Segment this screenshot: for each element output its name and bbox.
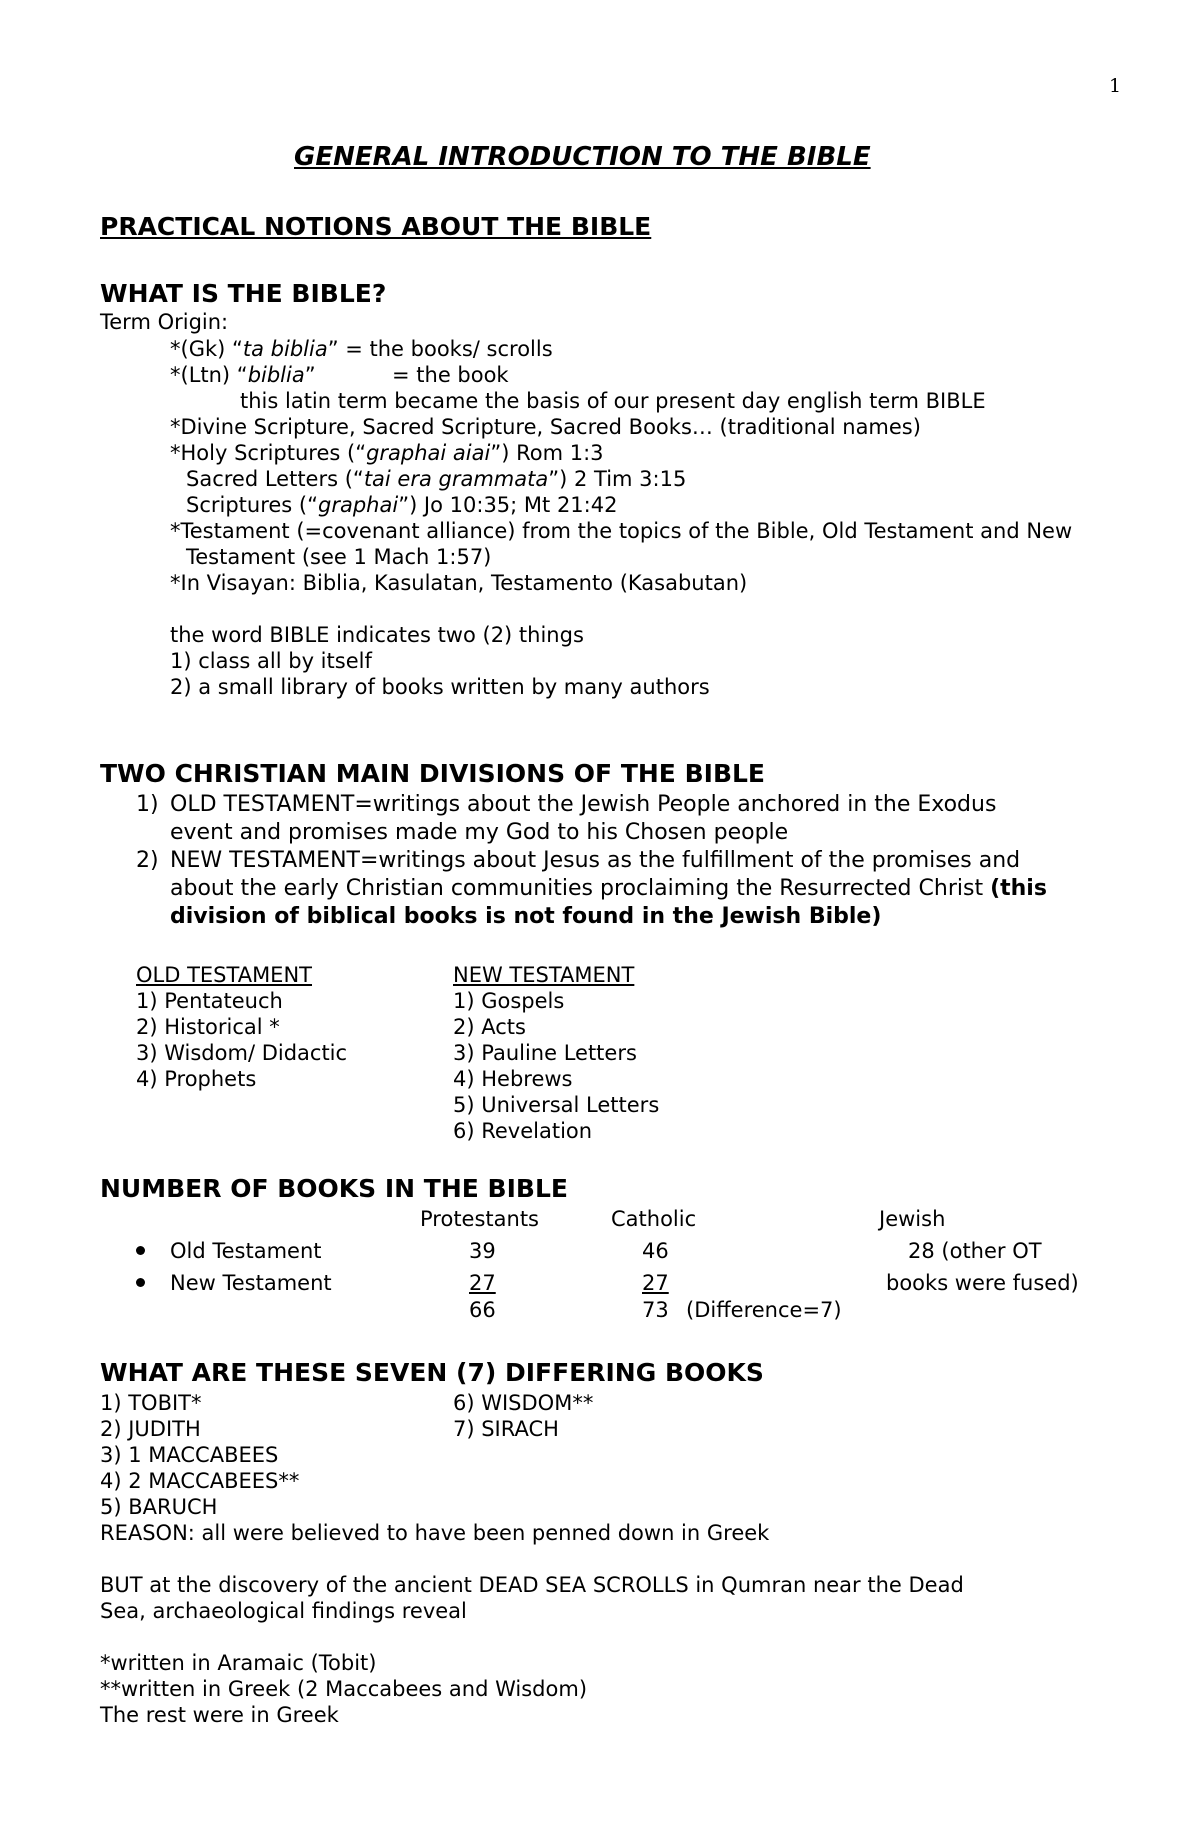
nt-division-number: 2) <box>136 848 159 873</box>
note-greek: **written in Greek (2 Maccabees and Wisdom) <box>100 1677 588 1701</box>
differing-heading: WHAT ARE THESE SEVEN (7) DIFFERING BOOKS <box>100 1358 764 1387</box>
nt-division-line-3: division of biblical books is not found in the Jewish Bible) <box>170 904 882 929</box>
visayan-line: *In Visayan: Biblia, Kasulatan, Testamento (Kasabutan) <box>170 571 748 595</box>
ot-list-item: 4) Prophets <box>136 1067 257 1091</box>
ot-list-item: 3) Wisdom/ Didactic <box>136 1041 348 1065</box>
nt-catholic-count: 27 <box>642 1271 669 1295</box>
sacred-letters-line: Sacred Letters (“tai era grammata”) 2 Tim 3:15 <box>186 467 687 491</box>
ot-protestant-count: 39 <box>469 1239 496 1263</box>
nt-division-line-2: about the early Christian communities proclaiming the Resurrected Christ (this <box>170 876 1047 901</box>
ot-list-header: OLD TESTAMENT <box>136 963 312 987</box>
nt-list-item: 4) Hebrews <box>453 1067 573 1091</box>
scriptures-line: Scriptures (“graphai”) Jo 10:35; Mt 21:42 <box>186 493 618 517</box>
greek-term-line: *(Gk) “ta biblia” = the books/ scrolls <box>170 337 553 361</box>
differing-book: 6) WISDOM** <box>453 1391 594 1415</box>
nt-list-item: 5) Universal Letters <box>453 1093 660 1117</box>
thing-1: 1) class all by itself <box>170 649 372 673</box>
differing-book: 5) BARUCH <box>100 1495 218 1519</box>
holy-scriptures-line: *Holy Scriptures (“graphai aiai”) Rom 1:3 <box>170 441 604 465</box>
ot-list-item: 2) Historical * <box>136 1015 280 1039</box>
nt-list-item: 6) Revelation <box>453 1119 593 1143</box>
total-catholic: 73 <box>642 1298 669 1322</box>
column-header-protestants: Protestants <box>420 1207 539 1231</box>
differing-book: 3) 1 MACCABEES <box>100 1443 279 1467</box>
differing-book: 1) TOBIT* <box>100 1391 202 1415</box>
column-header-jewish: Jewish <box>879 1207 946 1231</box>
testament-line-1: *Testament (=covenant alliance) from the topics of the Bible, Old Testament and New <box>170 519 1073 543</box>
indicates-line: the word BIBLE indicates two (2) things <box>170 623 584 647</box>
row-label-old-testament: Old Testament <box>170 1239 322 1263</box>
nt-list-item: 1) Gospels <box>453 989 565 1013</box>
reason-line: REASON: all were believed to have been penned down in Greek <box>100 1521 770 1545</box>
ot-division-line-1: OLD TESTAMENT=writings about the Jewish People anchored in the Exodus <box>170 792 997 817</box>
bullet-icon <box>136 1246 145 1255</box>
differing-book: 2) JUDITH <box>100 1417 201 1441</box>
latin-term-meaning: = the book <box>392 363 509 387</box>
difference-note: (Difference=7) <box>686 1298 842 1322</box>
page-number: 1 <box>1109 75 1122 97</box>
column-header-catholic: Catholic <box>611 1207 697 1231</box>
what-is-heading: WHAT IS THE BIBLE? <box>100 279 387 308</box>
ot-division-number: 1) <box>136 792 159 817</box>
term-origin-label: Term Origin: <box>100 310 229 334</box>
nt-division-line-1: NEW TESTAMENT=writings about Jesus as the fulfillment of the promises and <box>170 848 1021 873</box>
bullet-icon <box>136 1278 145 1287</box>
ot-catholic-count: 46 <box>642 1239 669 1263</box>
nt-protestant-count: 27 <box>469 1271 496 1295</box>
nt-list-header: NEW TESTAMENT <box>453 963 635 987</box>
thing-2: 2) a small library of books written by many authors <box>170 675 710 699</box>
ot-jewish-count: 28 (other OT <box>908 1239 1042 1263</box>
note-aramaic: *written in Aramaic (Tobit) <box>100 1651 377 1675</box>
ot-division-line-2: event and promises made my God to his Chosen people <box>170 820 789 845</box>
dead-sea-line-2: Sea, archaeological findings reveal <box>100 1599 467 1623</box>
total-protestant: 66 <box>469 1298 496 1322</box>
nt-jewish-note: books were fused) <box>886 1271 1079 1295</box>
differing-book: 4) 2 MACCABEES** <box>100 1469 300 1493</box>
note-rest: The rest were in Greek <box>100 1703 339 1727</box>
latin-term-line: *(Ltn) “biblia” <box>170 363 316 387</box>
row-label-new-testament: New Testament <box>170 1271 332 1295</box>
ot-list-item: 1) Pentateuch <box>136 989 283 1013</box>
nt-list-item: 2) Acts <box>453 1015 526 1039</box>
page-title: GENERAL INTRODUCTION TO THE BIBLE <box>294 142 871 172</box>
latin-note: this latin term became the basis of our present day english term BIBLE <box>240 389 986 413</box>
nt-list-item: 3) Pauline Letters <box>453 1041 637 1065</box>
differing-book: 7) SIRACH <box>453 1417 559 1441</box>
testament-line-2: Testament (see 1 Mach 1:57) <box>186 545 492 569</box>
section-practical-heading: PRACTICAL NOTIONS ABOUT THE BIBLE <box>100 212 652 241</box>
divine-scripture-line: *Divine Scripture, Sacred Scripture, Sacred Books… (traditional names) <box>170 415 921 439</box>
dead-sea-line-1: BUT at the discovery of the ancient DEAD SEA SCROLLS in Qumran near the Dead <box>100 1573 964 1597</box>
divisions-heading: TWO CHRISTIAN MAIN DIVISIONS OF THE BIBLE <box>100 759 766 788</box>
books-count-heading: NUMBER OF BOOKS IN THE BIBLE <box>100 1174 568 1203</box>
